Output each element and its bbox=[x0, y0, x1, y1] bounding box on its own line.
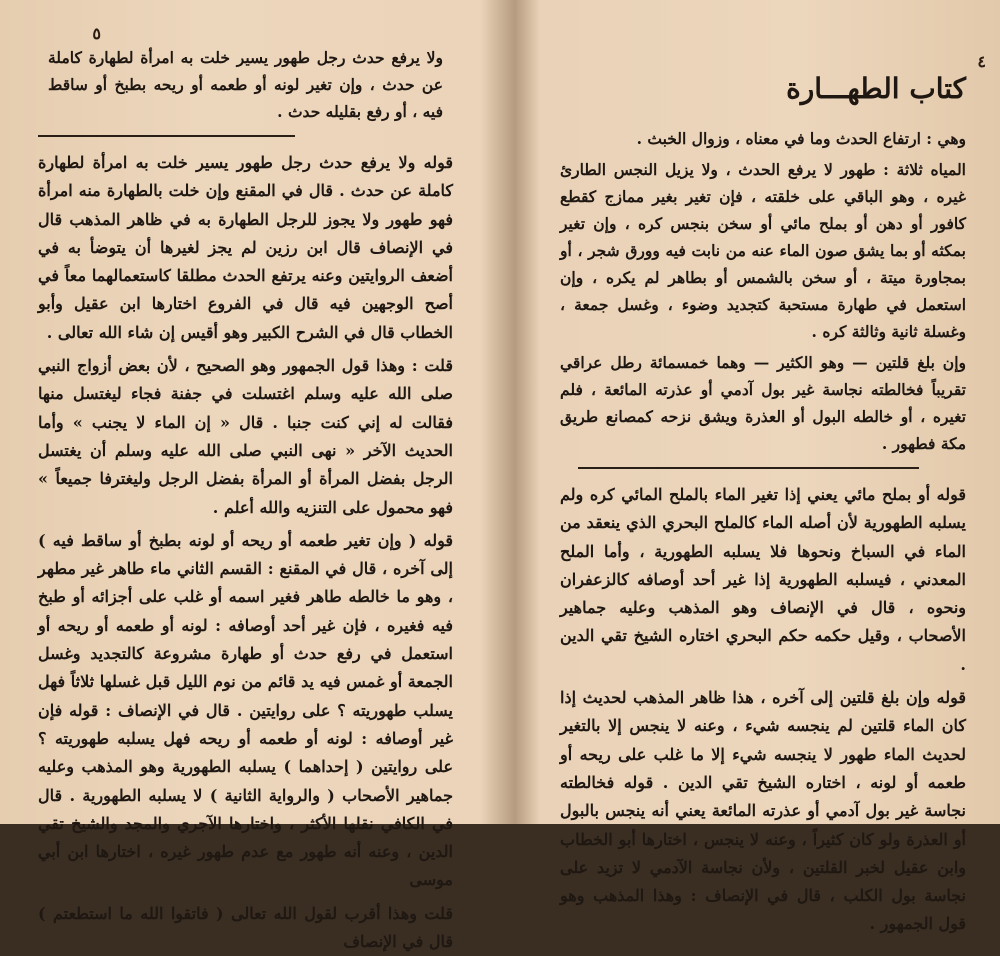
matn-text bbox=[38, 44, 453, 125]
commentary-paragraph: قلت وهذا أقرب لقول الله تعالى ( فاتقوا الله ما استطعتم ) قال في الإنصاف bbox=[38, 903, 453, 952]
matn-paragraph: وهي : ارتفاع الحدث وما في معناه ، وزوال الخبث . bbox=[636, 129, 966, 148]
matn-text bbox=[560, 125, 966, 457]
commentary-paragraph: قوله وإن بلغ قلتين إلى آخره ، هذا ظاهر المذهب لحديث إذا كان الماء قلتين لم ينجسه شيء ، وعنه لا ينجس إلا بالتغير لحديث الماء طهور لا ينجسه شيء إلا ما غلب على ريحه أو طعمه أو لونه ، اختاره الشيخ تقي الدين . قوله فخالطته نجاسة غير بول آدمي أو عذرته المائعة يعني أنه ينجس بالبول أو العذرة ولو كان كثيراً ، وعنه لا ينجس ، اختارها أبو الخطاب وابن عقيل لخبر القلتين ، ولأن نجاسة الآدمي لا تزيد على نجاسة بول الكلب ، قال في الإنصاف : وهذا المذهب وهو قول الجمهور . bbox=[560, 688, 967, 934]
matn-paragraph: المياه ثلاثة : طهور لا يرفع الحدث ، ولا يزيل النجس الطارئ غيره ، وهو الباقي على خلقته ، فإن تغير بغير ممازج كقطع كافور أو دهن أو بملح مائي أو سخن بنجس كره ، وإن تغير بمكثه أو بما يشق صون الماء عنه من نابت فيه وورق شجر ، أو بمجاورة ميتة ، أو سخن بالشمس أو بطاهر لم يكره ، وإن استعمل في طهارة مستحبة كتجديد وضوء ، وغسل جمعة ، وغسلة ثانية وثالثة كره . bbox=[560, 160, 966, 341]
commentary-paragraph: قوله ولا يرفع حدث رجل طهور يسير خلت به امرأة لطهارة كاملة عن حدث . قال في المقنع وإن خلت بالطهارة منه امرأة فهو طهور ولا يجوز للرجل الطهارة به في ظاهر المذهب قال في الإنصاف قال ابن رزين لم يجز لغيرها أن يتوضأ به في أضعف الروايتين وعنه يرتفع الحدث مطلقا كاستعمالهما معاً في أصح الوجهين فيه قال في الفروع اختارها ابن عقيل وأبو الخطاب قال في الشرح الكبير وهو أقيس إن شاء الله تعالى . bbox=[38, 153, 453, 342]
divider-rule bbox=[578, 467, 919, 469]
page-number: ٤ bbox=[977, 52, 986, 71]
commentary-paragraph: قوله ( وإن تغير طعمه أو ريحه أو لونه بطبخ أو ساقط فيه ) إلى آخره ، قال في المقنع : القسم الثاني ماء طاهر غير مطهر ، وهو ما خالطه طاهر فغير اسمه أو غلب على أجزائه أو طبخ فيه فغيره ، فإن غير أحد أوصافه : لونه أو طعمه أو ريحه أو استعمل في رفع حدث أو طهارة مشروعة كالتجديد وغسل الجمعة أو غمس فيه يد قائم من نوم الليل قبل غسلها ثلاثاً فهل يسلب طهوريته ؟ على روايتين . قال في الإنصاف : قوله فإن غير أوصافه : لونه أو طعمه أو ريحه فهل يسلبه طهوريته ؟ على روايتين ( إحداهما ) يسلبه الطهورية وهو المذهب وعليه جماهير الأصحاب ( والرواية الثانية ) لا يسلبه الطهورية . قال في الكافي نقلها الأكثر ، واختارها الآجري والمجد والشيخ تقي الدين ، وعنه أنه طهور مع عدم طهور غيره ، اختارها ابن أبي موسى bbox=[38, 530, 453, 890]
commentary-text bbox=[38, 149, 453, 956]
matn-paragraph: وإن بلغ قلتين — وهو الكثير — وهما خمسمائة رطل عراقي تقريباً فخالطته نجاسة غير بول آدمي أو عذرته المائعة ، فلم تغيره ، أو خالطه البول أو العذرة ويشق نزحه كمصانع طريق مكة فطهور . bbox=[560, 353, 966, 453]
commentary-text bbox=[560, 481, 966, 939]
chapter-title: كتاب الطهـــارة bbox=[786, 72, 966, 105]
matn-paragraph: ولا يرفع حدث رجل طهور يسير خلت به امرأة لطهارة كاملة عن حدث ، وإن تغير لونه أو طعمه أو ريحه بطبخ أو ساقط فيه ، أو رفع بقليله حدث . bbox=[48, 48, 443, 121]
divider-rule bbox=[38, 135, 295, 137]
commentary-paragraph: قوله أو بملح مائي يعني إذا تغير الماء بالملح المائي كره ولم يسلبه الطهورية لأن أصله الماء كالملح البحري الذي ينعقد من الماء في السباخ ونحوها فلا يسلبه الطهورية ، وأما الملح المعدني ، فيسلبه الطهورية إذا غير أحد أوصافه كالزعفران ونحوه ، قال في الإنصاف وهو المذهب وعليه جماهير الأصحاب ، وقيل حكمه حكم البحري اختاره الشيخ تقي الدين . bbox=[560, 485, 966, 674]
page-number: ٥ bbox=[92, 24, 101, 43]
commentary-paragraph: قلت : وهذا قول الجمهور وهو الصحيح ، لأن بعض أزواج النبي صلى الله عليه وسلم اغتسلت في جفنة فجاء ليغتسل منها فقالت له إني كنت جنبا . قال « إن الماء لا يجنب » وأما الحديث الآخر « نهى النبي صلى الله عليه وسلم أن يغتسل الرجل بفضل المرأة أو المرأة بفضل الرجل وليغترفا جميعاً » فهو محمول على التنزيه والله أعلم . bbox=[38, 356, 454, 517]
right-page bbox=[520, 0, 1000, 934]
